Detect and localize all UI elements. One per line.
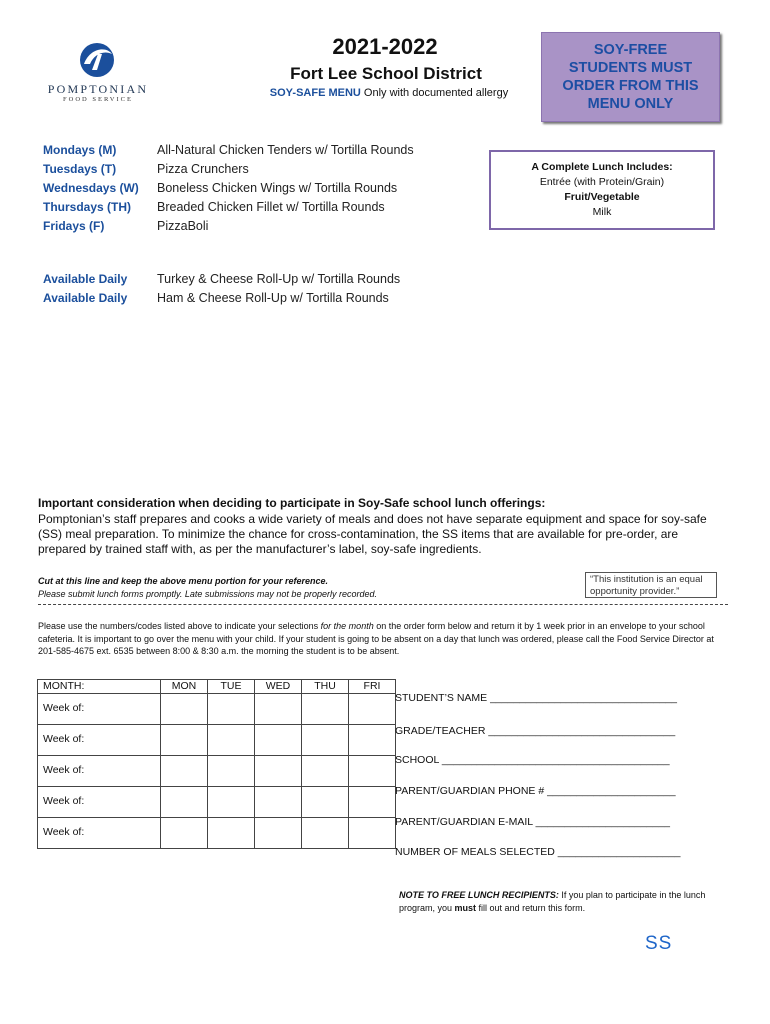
complete-lunch-milk: Milk — [592, 206, 612, 218]
week-row — [38, 694, 396, 725]
meal-cell[interactable] — [161, 818, 208, 849]
grade-teacher-field[interactable]: GRADE/TEACHER ________________________________ — [395, 725, 676, 737]
meal-cell[interactable] — [208, 787, 255, 818]
weekday-label: Wednesdays (W) — [43, 181, 139, 195]
cut-dashed-line — [38, 604, 728, 605]
meal-cell[interactable] — [349, 756, 396, 787]
meal-cell[interactable] — [302, 756, 349, 787]
week-row — [38, 756, 396, 787]
week-label: Week of: — [43, 795, 85, 807]
day-header: MON — [161, 680, 208, 694]
meal-cell[interactable] — [255, 756, 302, 787]
soy-free-line-1: SOY-FREE — [593, 42, 668, 58]
late-submission-note: Please submit lunch forms promptly. Late submissions may not be properly recorded. — [38, 589, 377, 599]
district-name: Fort Lee School District — [290, 64, 482, 83]
order-grid — [37, 679, 396, 849]
meal-cell[interactable] — [161, 756, 208, 787]
weekday-label: Mondays (M) — [43, 143, 117, 157]
logo-wordmark: POMPTONIAN — [47, 82, 149, 96]
week-label: Week of: — [43, 702, 85, 714]
meal-cell[interactable] — [208, 756, 255, 787]
week-label: Week of: — [43, 826, 85, 838]
instructions-part-1: Please use the numbers/codes listed above to indicate your selections — [38, 621, 321, 631]
meals-selected-field[interactable]: NUMBER OF MEALS SELECTED _____________________ — [395, 846, 681, 858]
weekday-label: Thursdays (TH) — [43, 200, 132, 214]
meal-cell[interactable] — [255, 694, 302, 725]
meal-cell[interactable] — [208, 818, 255, 849]
week-row — [38, 818, 396, 849]
menu-type-note: Only with documented allergy — [360, 87, 509, 99]
weekday-label: Tuesdays (T) — [43, 162, 117, 176]
meal-cell[interactable] — [208, 694, 255, 725]
free-lunch-note-text-2: fill out and return this form. — [476, 902, 586, 913]
equal-opportunity-line-1: “This institution is an equal — [590, 574, 703, 585]
week-label-cell[interactable] — [38, 694, 161, 725]
week-row — [38, 725, 396, 756]
meal-cell[interactable] — [255, 818, 302, 849]
menu-item: Breaded Chicken Fillet w/ Tortilla Rounds — [157, 200, 385, 214]
week-row — [38, 787, 396, 818]
meal-cell[interactable] — [302, 725, 349, 756]
free-lunch-note-must: must — [454, 902, 477, 913]
parent-email-field[interactable]: PARENT/GUARDIAN E-MAIL _______________________ — [395, 816, 670, 828]
available-item: Ham & Cheese Roll-Up w/ Tortilla Rounds — [157, 291, 389, 305]
important-body: Pomptonian’s staff prepares and cooks a wide variety of meals and does not have separate equipment and space for soy-safe (SS) meal preparation. To minimize the chance for cross-contamination, the SS items that are available for pre-order, are prepared by trained staff with, as per the manufacturer’s label, soy-safe ingredients. — [38, 512, 707, 556]
meal-cell[interactable] — [302, 694, 349, 725]
meal-cell[interactable] — [255, 725, 302, 756]
available-daily-items — [157, 270, 400, 308]
menu-type-label: SOY-SAFE MENU — [269, 87, 361, 99]
soy-free-line-2: STUDENTS MUST — [568, 60, 693, 76]
instructions-part-3: on the order form below and return it by 1 week prior in an envelope to your school cafeteria. It is important to go over the menu with your child. If your student is going to be absent on a day that lunch was ordered, please call the Food Service Director at 201-585-4675 ext. 6535 between 8:00 & 8:30 a.m. the morning the student is to be absent. — [38, 621, 714, 656]
day-header: THU — [302, 680, 349, 694]
instructions-emphasis: for the month — [320, 621, 374, 631]
week-label-cell[interactable] — [38, 818, 161, 849]
menu-item-list — [157, 141, 414, 236]
complete-lunch-fruit: Fruit/Vegetable — [564, 191, 640, 203]
menu-item: Boneless Chicken Wings w/ Tortilla Rounds — [157, 181, 398, 195]
available-daily-label: Available Daily — [43, 272, 128, 286]
week-label-cell[interactable] — [38, 725, 161, 756]
meal-cell[interactable] — [208, 725, 255, 756]
available-item: Turkey & Cheese Roll-Up w/ Tortilla Rounds — [157, 272, 401, 286]
month-label[interactable]: MONTH: — [38, 680, 161, 694]
meal-cell[interactable] — [349, 694, 396, 725]
meal-cell[interactable] — [161, 694, 208, 725]
free-lunch-note — [399, 889, 724, 914]
soy-free-line-4: MENU ONLY — [587, 96, 674, 112]
week-label: Week of: — [43, 764, 85, 776]
menu-item: PizzaBoli — [157, 219, 209, 233]
free-lunch-note-label: NOTE TO FREE LUNCH RECIPIENTS: — [399, 890, 559, 900]
meal-cell[interactable] — [302, 787, 349, 818]
parent-phone-field[interactable]: PARENT/GUARDIAN PHONE # ______________________ — [395, 785, 676, 797]
day-header: WED — [255, 680, 302, 694]
school-field[interactable]: SCHOOL _______________________________________ — [395, 754, 670, 766]
free-lunch-note-text-1: If you plan to participate in the lunch program, you — [399, 890, 706, 913]
school-year: 2021-2022 — [332, 34, 438, 59]
menu-type-line — [244, 87, 534, 99]
complete-lunch-box — [489, 150, 715, 230]
meal-cell[interactable] — [302, 818, 349, 849]
soy-free-notice-box — [541, 32, 720, 122]
week-label: Week of: — [43, 733, 85, 745]
weekday-label: Fridays (F) — [43, 219, 105, 233]
menu-code-ss: SS — [645, 933, 673, 954]
day-header: TUE — [208, 680, 255, 694]
logo-subtitle: FOOD SERVICE — [63, 96, 133, 103]
meal-cell[interactable] — [161, 787, 208, 818]
cut-line-instruction: Cut at this line and keep the above menu portion for your reference. — [38, 576, 329, 586]
week-label-cell[interactable] — [38, 756, 161, 787]
menu-item: Pizza Crunchers — [157, 162, 249, 176]
equal-opportunity-line-2: opportunity provider.” — [590, 586, 680, 597]
meal-cell[interactable] — [349, 725, 396, 756]
complete-lunch-title: A Complete Lunch Includes: — [531, 161, 673, 173]
meal-cell[interactable] — [349, 787, 396, 818]
complete-lunch-entree: Entrée (with Protein/Grain) — [539, 176, 665, 188]
available-daily-labels — [43, 270, 127, 308]
soy-free-line-3: ORDER FROM THIS — [562, 78, 699, 94]
equal-opportunity-box — [585, 572, 717, 598]
meal-cell[interactable] — [349, 818, 396, 849]
meal-cell[interactable] — [161, 725, 208, 756]
meal-cell[interactable] — [255, 787, 302, 818]
grid-header-row — [38, 680, 396, 694]
order-instructions — [38, 620, 728, 658]
weekday-list — [43, 141, 139, 236]
menu-item: All-Natural Chicken Tenders w/ Tortilla Rounds — [157, 143, 414, 157]
available-daily-label: Available Daily — [43, 291, 128, 305]
week-label-cell[interactable] — [38, 787, 161, 818]
day-header: FRI — [349, 680, 396, 694]
student-name-field[interactable]: STUDENT’S NAME ________________________________ — [395, 692, 677, 704]
important-title: Important consideration when deciding to participate in Soy-Safe school lunch offerings: — [38, 496, 546, 510]
logo-mark-icon — [80, 43, 114, 77]
